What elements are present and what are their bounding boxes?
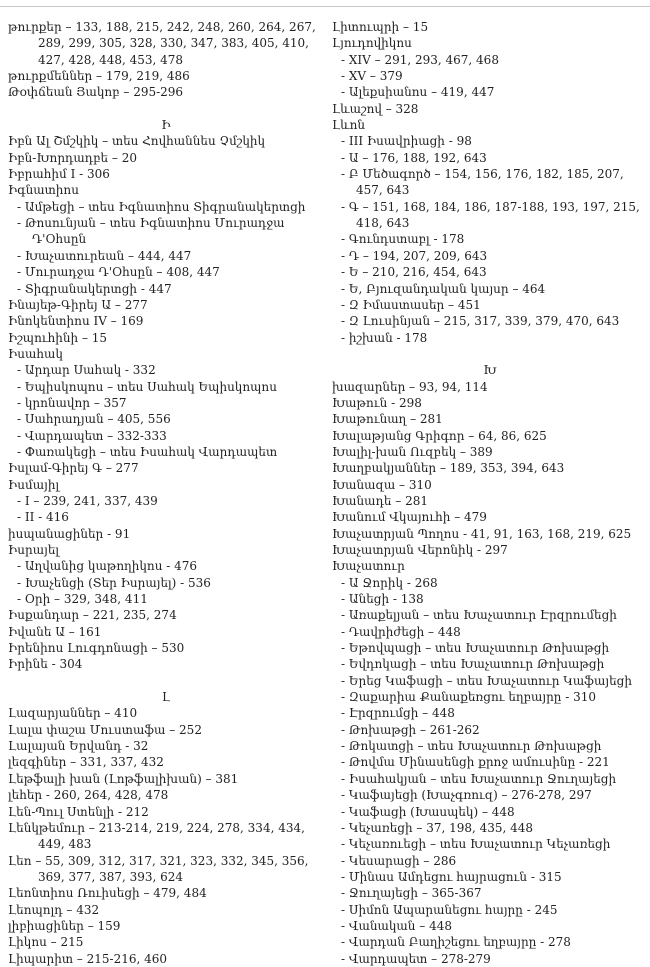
index-entry: Լիպարիտ – 215-216, 460 <box>8 951 167 966</box>
index-subentry: - Տիգրանակերտցի - 447 <box>17 281 172 296</box>
index-subentry: - իշխան - 178 <box>341 330 428 345</box>
index-entry: Խալաթյանց Գրիգոր – 64, 86, 625 <box>332 428 547 443</box>
index-entry: Իգնատիոս <box>8 183 79 198</box>
index-subentry: - I – 239, 241, 337, 439 <box>17 493 158 508</box>
index-subentry: - Զաքարիա Քանաքեռցու եղբայրը - 310 <box>341 690 597 705</box>
index-subentry: - Գ – 151, 168, 184, 186, 187-188, 193, 197, 215, 418, 643 <box>341 199 640 231</box>
index-subentry: - Ա Ջորիկ - 268 <box>341 575 438 590</box>
index-subentry: - Բ Մեծագործ – 154, 156, 176, 182, 185, 207, 457, 643 <box>341 167 624 198</box>
index-subentry: - Մինաս Ամդեցու հայրացուն - 315 <box>341 869 562 884</box>
index-subentry: - Ջուղայեցի – 365-367 <box>341 886 482 901</box>
index-entry: Իբրահիմ I - 306 <box>8 167 110 182</box>
index-entry: Լյուդովիկոս <box>332 36 412 51</box>
index-subentry: - Վարդապետ – 278-279 <box>341 951 491 966</box>
index-entry: Խանում Վկայուհի – 479 <box>332 510 487 525</box>
index-entry: Իվանե Ա – 161 <box>8 624 102 639</box>
index-entry: Լալայան Երվանդ - 32 <box>8 739 149 754</box>
index-entry: Լեոպոլդ – 432 <box>8 902 100 917</box>
index-subentry: - Թոխաթցի – 261-262 <box>341 722 480 737</box>
index-entry: Խաչատրյան Վերոնիկ - 297 <box>332 543 508 557</box>
index-subentry: - Թովմա Մինասենցի քրոջ ամուսինը - 221 <box>341 755 610 770</box>
index-subentry: - Կեչառեցի – 37, 198, 435, 448 <box>341 820 534 835</box>
index-entry: Խաթունաղ – 281 <box>332 412 443 427</box>
index-entry: Իսլամ-Գիրեյ Գ – 277 <box>8 461 139 476</box>
index-subentry: - Աղվանից կաթողիկոս - 476 <box>17 559 198 574</box>
index-entry: Խաթուն - 298 <box>332 395 422 410</box>
index-subentry: - Կաֆայեցի (Խաչգռուզ) – 276-278, 297 <box>341 788 592 803</box>
index-subentry: - Կաֆացի (Խասպեկ) – 448 <box>341 804 515 819</box>
index-subentry: - Երեց Կաֆացի – տես Խաչատուր Կաֆայեցի <box>341 673 632 688</box>
index-subentry: - Անեցի - 138 <box>341 592 424 607</box>
index-subentry: - Խաչատուրեան – 444, 447 <box>17 248 192 263</box>
index-entry: Իրենիոս Լուգդոնացի – 530 <box>8 641 185 656</box>
index-subentry: - Իսահակյան – տես Խաչատուր Ջուղայեցի <box>341 771 617 786</box>
index-entry: Խաչատուր <box>332 559 405 574</box>
index-entry: Խանազա – 310 <box>332 477 432 492</box>
index-entry: Լալա փաշա Մուստաֆա – 252 <box>8 722 202 737</box>
index-subentry: - կրոնավոր – 357 <box>17 395 127 410</box>
index-entry: Լենկթեմուր – 213-214, 219, 224, 278, 334, 434, 449, 483 <box>8 820 305 852</box>
index-subentry: - Ալեքսիանոս – 419, 447 <box>341 85 495 100</box>
index-entry: Թօփճեան Յակոբ – 295-296 <box>8 85 184 100</box>
index-subentry: - Եպիսկոպոս – տես Սահակ Եպիսկոպոս <box>17 379 277 394</box>
index-subentry: - Վարդապետ – 332-333 <box>17 428 167 443</box>
index-entry: թուրքմեններ – 179, 219, 486 <box>8 69 190 84</box>
index-entry: Իսրայել <box>8 543 60 557</box>
index-subentry: - III Իսավրիացի - 98 <box>341 134 472 149</box>
index-entry: Լեո – 55, 309, 312, 317, 321, 323, 332, 345, 356, 369, 377, 387, 393, 624 <box>8 853 309 884</box>
index-entry: իսպանացիներ - 91 <box>8 526 131 541</box>
index-entry: լեզգիներ – 331, 337, 432 <box>8 755 164 770</box>
index-subentry: - Խաչենցի (Տեր Իսրայել) - 536 <box>17 575 211 590</box>
index-entry: Լևոն <box>332 118 366 133</box>
index-subentry: - Ե, Բյուզանդական կայսր – 464 <box>341 281 546 296</box>
section-letter-heading: Խ <box>483 363 497 378</box>
index-entry: Իբն-Խորդադբե – 20 <box>8 150 137 165</box>
index-entry: խազարներ – 93, 94, 114 <box>332 379 488 394</box>
index-subentry: - Եթովպացի – տես Խաչատուր Թոխաթցի <box>341 641 610 656</box>
index-subentry: - Մուրադջա Դ'Օհսըն – 408, 447 <box>17 265 220 280</box>
index-subentry: - Սահրադյան – 405, 556 <box>17 412 171 427</box>
index-subentry: - Կեչառուեցի – տես Խաչատուր Կեչառեցի <box>341 837 611 852</box>
index-entry: Լեոնտիոս Ռուիսեցի – 479, 484 <box>8 886 207 901</box>
index-entry: լիբիացիներ – 159 <box>8 918 121 933</box>
index-subentry: - Զ Լուսինյան – 215, 317, 339, 379, 470, 643 <box>341 314 620 329</box>
index-column <box>8 19 324 967</box>
index-subentry: - Վարդան Բաղիշեցու եղբայրը - 278 <box>341 935 571 950</box>
index-subentry: - Ամթեցի – տես Իգնատիոս Տիգրանակերտցի <box>17 199 306 214</box>
index-subentry: - II - 416 <box>17 510 69 525</box>
index-entry: Ինոկենտիոս IV – 169 <box>8 314 144 329</box>
index-entry: թուրքեր – 133, 188, 215, 242, 248, 260, 264, 267, 289, 299, 305, 328, 330, 347, 383, 405, 410, 427, 428, 448, 453, 478 <box>8 20 316 67</box>
index-subentry: - Թոկատցի – տես Խաչատուր Թոխաթցի <box>341 739 602 754</box>
section-letter-heading: Լ <box>161 690 171 705</box>
index-subentry: - Զ Իմաստասեր – 451 <box>341 297 481 312</box>
index-entry: Խաչատրյան Պողոս - 41, 91, 163, 168, 219, 625 <box>332 526 632 541</box>
index-entry: Լեն-Պուլ Ստենլի - 212 <box>8 804 149 819</box>
index-subentry: - Էրզրումցի – 448 <box>341 706 455 721</box>
index-subentry: - Եվդոկացի – տես Խաչատուր Թոխաթցի <box>341 657 605 672</box>
index-columns <box>8 19 648 967</box>
index-entry: Խաղբակյաններ – 189, 353, 394, 643 <box>332 461 565 476</box>
top-rule-divider <box>0 6 650 7</box>
index-subentry: - Փառակեցի – տես Իսահակ Վարդապետ <box>17 444 278 459</box>
index-entry: Լեթֆալի խան (Լոթֆալիխան) – 381 <box>8 771 239 786</box>
index-entry: Խալիլ-խան Ուզբեկ – 389 <box>332 444 493 459</box>
index-entry: Իսմայիլ <box>8 477 60 492</box>
index-subentry: - Օրի – 329, 348, 411 <box>17 592 148 607</box>
index-entry: Լիկոս – 215 <box>8 935 84 950</box>
index-subentry: - Սիմոն Ապարանեցու հայրը - 245 <box>341 902 558 917</box>
index-subentry: - XV – 379 <box>341 69 403 84</box>
index-column <box>332 19 648 967</box>
section-letter-heading: Ի <box>161 118 171 133</box>
index-entry: Լևաշով – 328 <box>332 101 419 116</box>
index-subentry: - Արդար Սահակ - 332 <box>17 363 156 378</box>
index-entry: լեհեր - 260, 264, 428, 478 <box>8 788 169 803</box>
index-subentry: - Թոսունյան – տես Իգնատիոս Մուրադջա Դ'Օհսըն <box>17 216 285 247</box>
index-subentry: - Դ – 194, 207, 209, 643 <box>341 248 488 263</box>
index-entry: Խանադե – 281 <box>332 493 428 508</box>
index-subentry: - Դավրիժեցի – 448 <box>341 624 461 639</box>
index-subentry: - Ե – 210, 216, 454, 643 <box>341 265 487 280</box>
index-entry: Իսահակ <box>8 346 63 361</box>
index-entry: Իսքանդար – 221, 235, 274 <box>8 608 177 623</box>
index-subentry: - Կեսարացի – 286 <box>341 853 457 868</box>
index-entry: Իբն Ալ Շմշկիկ – տես Հովհաննես Չմշկիկ <box>8 134 266 149</box>
index-subentry: - Ա – 176, 188, 192, 643 <box>341 150 487 165</box>
index-subentry: - Առաքելյան – տես Խաչատուր Էրզրումեցի <box>341 608 617 623</box>
index-subentry: - Գունդստաբլ - 178 <box>341 232 465 247</box>
index-entry: Իշպուհինի – 15 <box>8 330 108 345</box>
index-entry: Իրինե - 304 <box>8 657 83 672</box>
index-entry: Ինայեթ-Գիրեյ Ա – 277 <box>8 297 148 312</box>
index-subentry: - XIV – 291, 293, 467, 468 <box>341 52 499 67</box>
index-subentry: - Վանական – 448 <box>341 918 452 933</box>
index-entry: Լազարյաններ – 410 <box>8 706 138 721</box>
index-entry: Լիտուպրի – 15 <box>332 20 429 34</box>
